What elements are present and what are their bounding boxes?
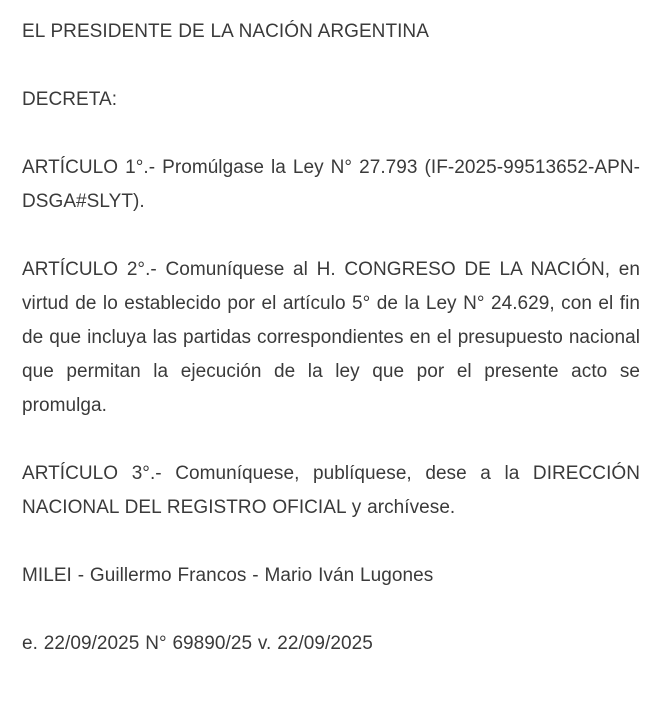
spacer	[22, 593, 640, 627]
decreta-label: DECRETA:	[22, 89, 118, 110]
article-3: ARTÍCULO 3°.- Comuníquese, publíquese, dese a la DIRECCIÓN NACIONAL DEL REGISTRO OFICIAL y archívese.	[22, 463, 640, 518]
article-1: ARTÍCULO 1°.- Promúlgase la Ley N° 27.793 (IF-2025-99513652-APN-DSGA#SLYT).	[22, 157, 640, 212]
spacer	[22, 219, 640, 253]
spacer	[22, 49, 640, 83]
spacer	[22, 525, 640, 559]
publication-reference: e. 22/09/2025 N° 69890/25 v. 22/09/2025	[22, 633, 373, 654]
article-2: ARTÍCULO 2°.- Comuníquese al H. CONGRESO DE LA NACIÓN, en virtud de lo establecido por el artículo 5° de la Ley N° 24.629, con el fin de que incluya las partidas correspondientes en el presupuesto nacional que permitan la ejecución de la ley que por el presente acto se promulga.	[22, 259, 640, 416]
signatories: MILEI - Guillermo Francos - Mario Iván Lugones	[22, 565, 434, 586]
decree-heading: EL PRESIDENTE DE LA NACIÓN ARGENTINA	[22, 21, 429, 42]
spacer	[22, 117, 640, 151]
spacer	[22, 423, 640, 457]
